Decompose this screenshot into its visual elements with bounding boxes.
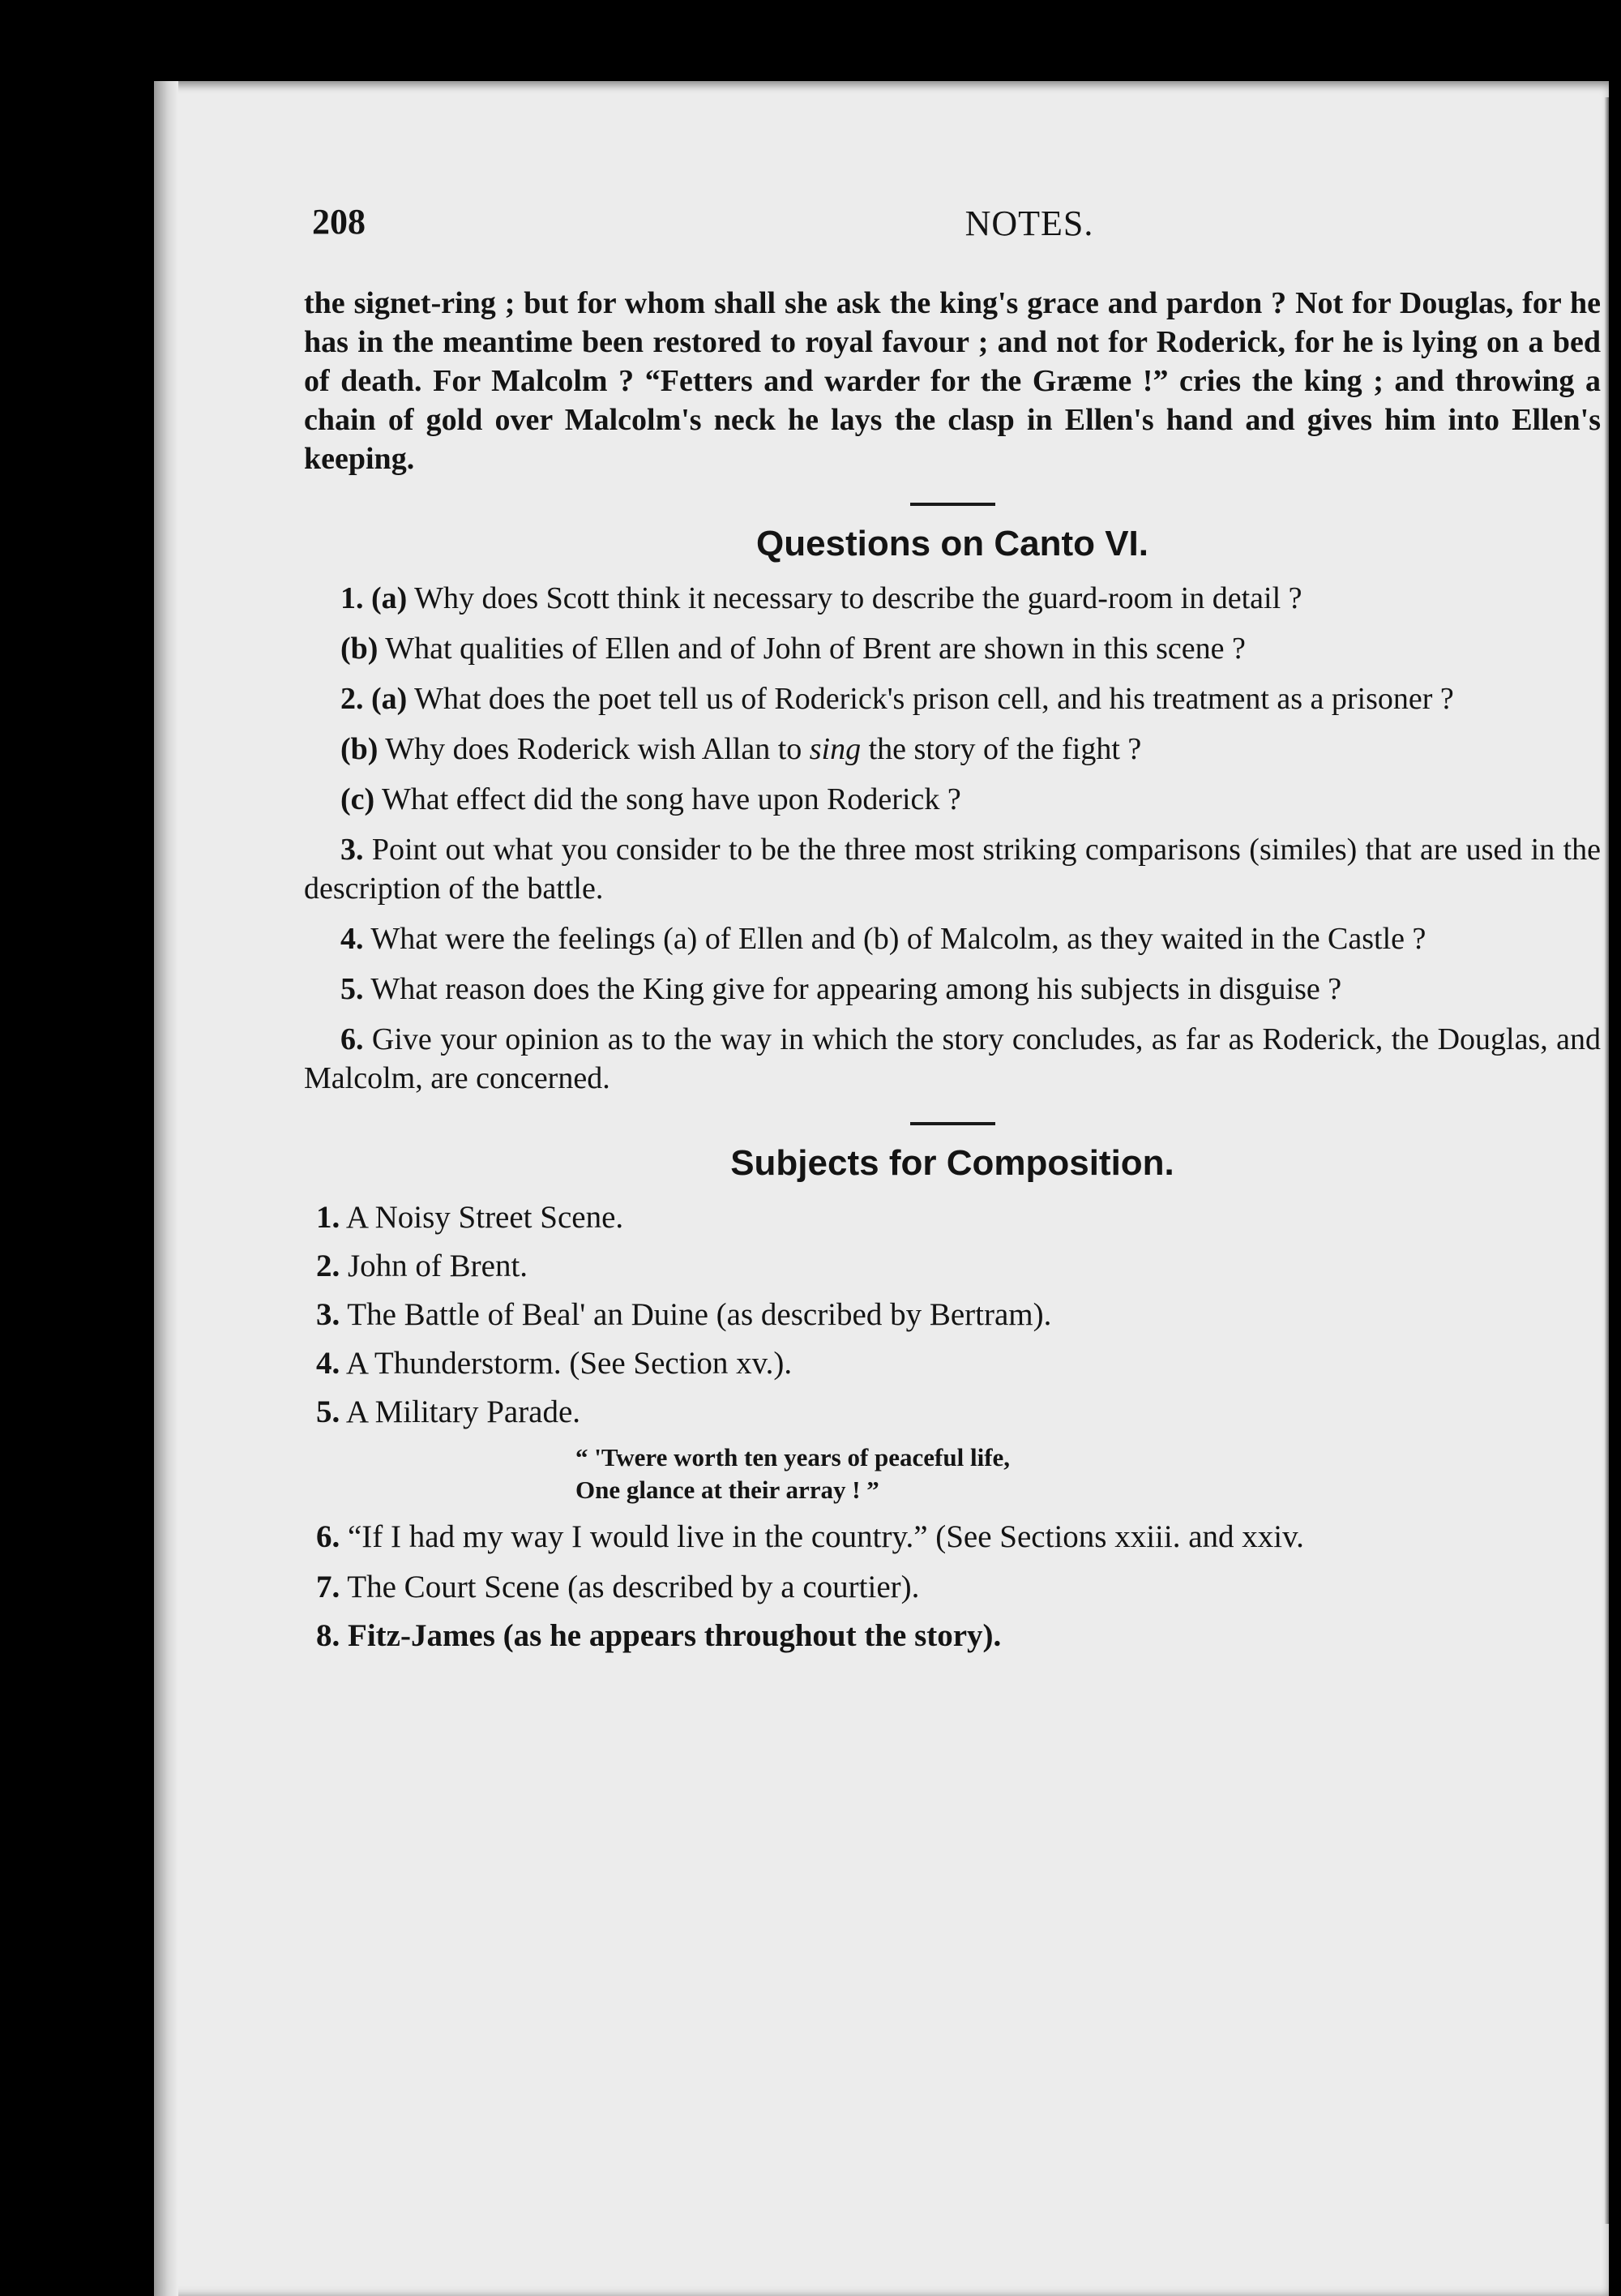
question-number: 4. bbox=[340, 922, 364, 956]
composition-text: A Thunderstorm. (See Section xv.). bbox=[345, 1346, 793, 1381]
composition-number: 3. bbox=[316, 1297, 340, 1332]
composition-item bbox=[316, 1568, 1601, 1607]
question-item bbox=[304, 780, 1601, 819]
composition-heading: Subjects for Composition. bbox=[730, 1143, 1174, 1183]
question-text: What does the poet tell us of Roderick's prison cell, and his treatment as a prisoner ? bbox=[414, 682, 1454, 716]
composition-list bbox=[304, 1198, 1601, 1656]
composition-text: “If I had my way I would live in the country.” (See Sections xxiii. and xxiv. bbox=[348, 1519, 1304, 1554]
composition-number: 1. bbox=[316, 1200, 340, 1235]
question-text: Why does Scott think it necessary to describe the guard-room in detail ? bbox=[414, 581, 1302, 615]
composition-number: 5. bbox=[316, 1394, 340, 1429]
question-number: (c) bbox=[340, 782, 375, 816]
composition-text: John of Brent. bbox=[348, 1249, 528, 1283]
questions-heading: Questions on Canto VI. bbox=[755, 524, 1149, 563]
questions-list bbox=[304, 579, 1601, 1098]
page-header bbox=[312, 201, 1601, 258]
composition-text: The Battle of Beal' an Duine (as described by Bertram). bbox=[347, 1297, 1052, 1332]
composition-item bbox=[316, 1198, 1601, 1237]
question-item bbox=[304, 579, 1601, 618]
question-item bbox=[304, 919, 1601, 958]
composition-item bbox=[316, 1344, 1601, 1383]
section-divider bbox=[910, 1122, 995, 1125]
composition-text: The Court Scene (as described by a courtier). bbox=[347, 1570, 920, 1604]
intro-paragraph: the signet-ring ; but for whom shall she ask the king's grace and pardon ? Not for Douglas, for he has in the meantime been restored to royal favour ; and not for Roderick, for he is lying on a bed of death. For Malcolm ? “Fetters and warder for the Græme !” cries the king ; and throwing a chain of gold over Malcolm's neck he lays the clasp in Ellen's hand and gives him into Ellen's keeping. bbox=[304, 286, 1601, 476]
question-number: 5. bbox=[340, 972, 364, 1006]
running-title: NOTES. bbox=[964, 203, 1094, 243]
question-item bbox=[304, 679, 1601, 718]
question-number: 6. bbox=[340, 1022, 364, 1056]
question-text: Give your opinion as to the way in which the story concludes, as far as Roderick, the Douglas, and Malcolm, are concerned. bbox=[304, 1022, 1602, 1095]
section-divider bbox=[910, 503, 995, 506]
composition-item bbox=[316, 1617, 1601, 1656]
page-content bbox=[304, 284, 1601, 1665]
question-number: 2. (a) bbox=[340, 682, 408, 716]
question-text: What were the feelings (a) of Ellen and (b) of Malcolm, as they waited in the Castle ? bbox=[370, 922, 1426, 956]
question-number: (b) bbox=[340, 732, 379, 766]
question-number: (b) bbox=[340, 632, 379, 666]
page-binding-shadow bbox=[154, 81, 178, 2296]
composition-number: 4. bbox=[316, 1346, 340, 1381]
question-text: What qualities of Ellen and of John of Brent are shown in this scene ? bbox=[385, 632, 1246, 666]
question-item bbox=[304, 1020, 1601, 1098]
question-text: the story of the fight ? bbox=[868, 732, 1142, 766]
question-text: Point out what you consider to be the three most striking comparisons (similes) that are used in the description of the battle. bbox=[304, 833, 1602, 906]
question-item bbox=[304, 730, 1601, 769]
composition-number: 8. bbox=[316, 1618, 340, 1653]
question-item bbox=[304, 970, 1601, 1009]
composition-text: A Noisy Street Scene. bbox=[345, 1200, 624, 1235]
composition-number: 2. bbox=[316, 1249, 340, 1283]
composition-item bbox=[316, 1247, 1601, 1286]
verse-quote bbox=[575, 1441, 1601, 1506]
composition-item bbox=[316, 1393, 1601, 1432]
question-text: What reason does the King give for appearing among his subjects in disguise ? bbox=[370, 972, 1342, 1006]
verse-line: “ 'Twere worth ten years of peaceful life, bbox=[575, 1443, 1011, 1471]
composition-text: A Military Parade. bbox=[345, 1394, 581, 1429]
composition-item bbox=[304, 1518, 1601, 1557]
question-number: 3. bbox=[340, 833, 364, 867]
question-item bbox=[304, 830, 1601, 908]
question-italic-word: sing bbox=[809, 732, 862, 766]
question-text: Why does Roderick wish Allan to bbox=[385, 732, 802, 766]
page-edge-shadow bbox=[1604, 97, 1609, 2224]
question-item bbox=[304, 629, 1601, 668]
question-text: What effect did the song have upon Roderick ? bbox=[382, 782, 961, 816]
book-page bbox=[154, 81, 1609, 2296]
question-number: 1. (a) bbox=[340, 581, 408, 615]
composition-item bbox=[316, 1296, 1601, 1334]
composition-number: 6. bbox=[316, 1519, 340, 1554]
composition-text: Fitz-James (as he appears throughout the story). bbox=[348, 1618, 1002, 1653]
verse-line: One glance at their array ! ” bbox=[575, 1476, 879, 1504]
composition-number: 7. bbox=[316, 1570, 340, 1604]
page-number: 208 bbox=[312, 202, 366, 242]
